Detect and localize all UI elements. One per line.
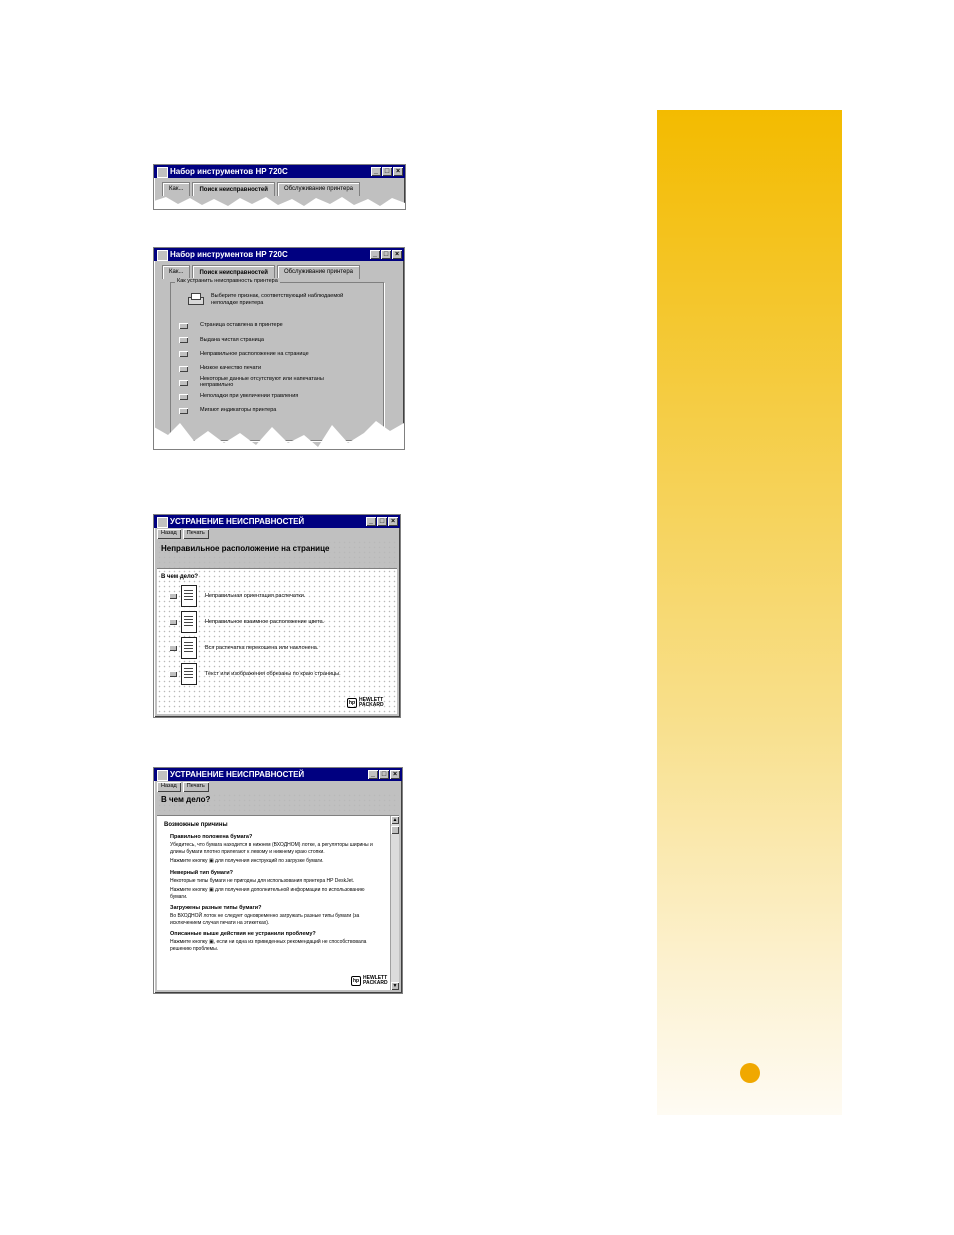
section-question: В чем дело?	[161, 574, 199, 580]
printer-app-icon	[157, 167, 168, 178]
maximize-button[interactable]: □	[382, 167, 392, 176]
close-button[interactable]: ×	[388, 517, 398, 526]
scroll-up-icon[interactable]: ▲	[392, 817, 398, 823]
hp-logo: hp HEWLETT PACKARD	[352, 975, 388, 986]
tab-how-to[interactable]: Как...	[162, 265, 190, 279]
scroll-thumb[interactable]	[391, 826, 399, 834]
symptom-list	[179, 319, 380, 418]
help-window-causes	[153, 767, 403, 994]
maximize-button[interactable]: □	[377, 517, 387, 526]
symptom-option[interactable]: Мигают индикаторы принтера	[179, 404, 380, 418]
option-button[interactable]	[179, 366, 188, 372]
faq-question: Неверный тип бумаги?	[170, 869, 234, 876]
faq-answer: Во ВХОДНОЙ лоток не следует одновременно загружать разные типы бумаги (за исключением случая печати на этикетках).	[170, 913, 360, 926]
symptom-option[interactable]: Неполадки при увеличении травления	[179, 390, 380, 404]
help-app-icon	[157, 770, 168, 781]
issue-button[interactable]	[169, 593, 177, 599]
issue-item[interactable]: Неправильная ориентация распечатки.	[169, 583, 341, 609]
help-heading-area	[157, 540, 397, 569]
document-icon	[181, 637, 197, 659]
page-marker-dot	[740, 1063, 760, 1083]
minimize-button[interactable]: _	[370, 250, 380, 259]
faq-answer: Убедитесь, что бумага находится в нижнем (ВХОДНОМ) лотке, а регуляторы ширины и длины бумаги плотно прилегают к левому и нижнему краю стопки.	[170, 842, 373, 855]
hp-logo: hp HEWLETT PACKARD	[348, 697, 384, 708]
issue-item[interactable]: Текст или изображения обрезаны по краю страницы.	[169, 661, 341, 687]
torn-edge	[154, 195, 405, 209]
symptom-option[interactable]: Некоторые данные отсутствуют или напечатаны неправильно	[179, 376, 380, 390]
option-button[interactable]	[179, 323, 188, 329]
window-title: УСТРАНЕНИЕ НЕИСПРАВНОСТЕЙ	[170, 770, 305, 779]
document-icon	[181, 663, 197, 685]
maximize-button[interactable]: □	[379, 770, 389, 779]
tab-how-to[interactable]: Как...	[162, 182, 190, 196]
faq-question: Описанные выше действия не устранили проблему?	[170, 931, 316, 937]
faq-answer: Некоторые типы бумаги не пригодны для использования принтера HP DeskJet.	[170, 877, 355, 884]
document-icon	[181, 585, 197, 607]
symptom-option[interactable]: Страница оставлена в принтере	[179, 319, 380, 333]
issue-button[interactable]	[169, 671, 177, 677]
faq-answer: Нажмите кнопку ▣ для получения дополнительной информации по использованию бумаги.	[170, 887, 365, 900]
symptom-option[interactable]: Низкое качество печати	[179, 362, 380, 376]
maximize-button[interactable]: □	[381, 250, 391, 259]
help-menubar	[154, 528, 400, 540]
side-color-band	[657, 110, 842, 1115]
option-button[interactable]	[179, 351, 188, 357]
tab-troubleshooting[interactable]: Поиск неисправностей	[192, 182, 274, 196]
symptom-option[interactable]: Неправильное расположение на странице	[179, 347, 380, 361]
window-title: Набор инструментов HP 720C	[170, 167, 288, 176]
close-button[interactable]: ×	[390, 770, 400, 779]
back-button[interactable]: Назад	[157, 782, 181, 792]
help-app-icon	[157, 517, 168, 528]
close-button[interactable]: ×	[393, 167, 403, 176]
issue-list	[169, 583, 341, 687]
scroll-down-icon[interactable]: ▼	[392, 983, 398, 989]
minimize-button[interactable]: _	[371, 167, 381, 176]
toolbox-titlebar	[154, 165, 405, 178]
group-label: Как устранить неисправность принтера	[177, 278, 278, 284]
tab-troubleshooting[interactable]: Поиск неисправностей	[192, 265, 274, 279]
symptom-option[interactable]: Выдана чистая страница	[179, 333, 380, 347]
print-button[interactable]: Печать	[183, 782, 209, 792]
option-button[interactable]	[179, 380, 188, 386]
toolbox-titlebar	[154, 248, 404, 261]
faq-question: Правильно положена бумага?	[170, 834, 253, 840]
toolbox-window-strip	[153, 164, 406, 210]
close-button[interactable]: ×	[392, 250, 402, 259]
print-button[interactable]: Печать	[183, 529, 209, 539]
window-title: Набор инструментов HP 720C	[170, 250, 288, 259]
tab-maintenance[interactable]: Обслуживание принтера	[277, 182, 360, 196]
faq-answer: Нажмите кнопку ▣, если ни одна из приведенных рекомендаций не способствовала решению проблемы.	[170, 939, 367, 952]
help-heading: В чем дело?	[161, 795, 211, 804]
back-button[interactable]: Назад	[157, 529, 181, 539]
vertical-scrollbar[interactable]	[390, 816, 399, 990]
tab-maintenance[interactable]: Обслуживание принтера	[277, 265, 360, 279]
faq-list	[164, 822, 382, 952]
help-heading: Неправильное расположение на странице	[161, 544, 330, 553]
printer-icon	[187, 293, 203, 305]
help-window-placement	[153, 514, 401, 718]
help-titlebar	[154, 768, 402, 781]
torn-edge	[154, 413, 404, 449]
toolbox-window	[153, 247, 405, 450]
issue-item[interactable]: Неправильное взаимное расположение цвета.	[169, 609, 341, 635]
help-heading-area	[157, 793, 399, 816]
printer-app-icon	[157, 250, 168, 261]
window-title: УСТРАНЕНИЕ НЕИСПРАВНОСТЕЙ	[170, 517, 305, 526]
option-button[interactable]	[179, 337, 188, 343]
issue-button[interactable]	[169, 645, 177, 651]
issue-item[interactable]: Вся распечатка перекошена или наклонена.	[169, 635, 341, 661]
faq-answer: Нажмите кнопку ▣ для получения инструкций по загрузке бумаги.	[170, 858, 324, 864]
option-button[interactable]	[179, 394, 188, 400]
help-titlebar	[154, 515, 400, 528]
help-menubar	[154, 781, 402, 793]
issue-button[interactable]	[169, 619, 177, 625]
help-content	[157, 816, 399, 990]
section-heading: Возможные причины	[164, 822, 228, 828]
minimize-button[interactable]: _	[368, 770, 378, 779]
hint-text: Выберите признак, соответствующий наблюдаемой неполадке принтера	[211, 293, 344, 306]
document-icon	[181, 611, 197, 633]
minimize-button[interactable]: _	[366, 517, 376, 526]
faq-question: Загружены разные типы бумаги?	[170, 905, 262, 911]
help-content	[157, 569, 397, 714]
